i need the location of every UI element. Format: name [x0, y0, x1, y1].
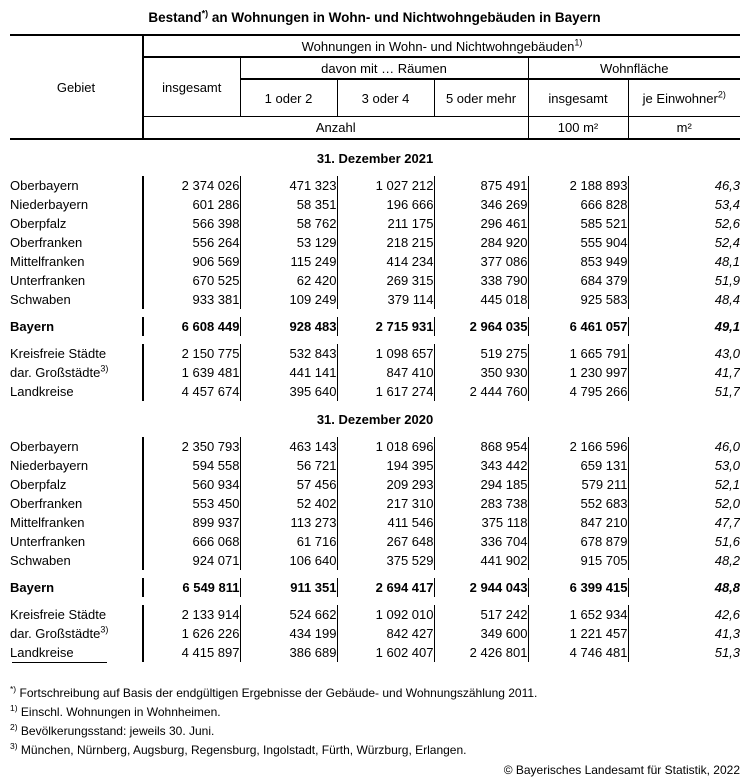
row-label: Oberfranken	[10, 494, 143, 513]
col-header-main-span	[143, 35, 740, 57]
cell-raeume-3-4: 1 027 212	[337, 176, 434, 195]
cell-wohnflaeche-je-einwohner: 48,1	[714, 254, 741, 269]
cell-wohnflaeche-je-einwohner: 51,3	[714, 645, 741, 660]
unit-100m2: 100 m²	[528, 117, 628, 140]
cell-wohnflaeche-insgesamt: 4 746 481	[528, 643, 628, 662]
cell-raeume-1-2: 524 662	[240, 605, 337, 624]
row-label: Unterfranken	[10, 271, 143, 290]
footnote-text: München, Nürnberg, Augsburg, Regensburg, Ingolstadt, Fürth, Würzburg, Erlangen.	[20, 743, 467, 757]
footnote-mark: *)	[201, 8, 209, 19]
cell-raeume-5plus: 375 118	[434, 513, 528, 532]
cell-raeume-1-2: 61 716	[240, 532, 337, 551]
section-heading-row	[10, 139, 740, 176]
col-header-rooms-1-2: 1 oder 2	[240, 79, 337, 117]
cell-wohnflaeche-insgesamt: 915 705	[528, 551, 628, 570]
cell-raeume-3-4: 269 315	[337, 271, 434, 290]
cell-wohnflaeche-je-einwohner: 46,3	[714, 178, 741, 193]
cell-raeume-5plus: 343 442	[434, 456, 528, 475]
row-label: dar. Großstädte$^{3)}$	[10, 363, 143, 382]
cell-insgesamt: 666 068	[143, 532, 240, 551]
footnote-mark: 2)	[717, 89, 726, 100]
table-row	[10, 176, 740, 195]
section-heading: 31. Dezember 2020	[316, 411, 434, 427]
footnote-line	[10, 684, 749, 703]
cell-insgesamt: 553 450	[143, 494, 240, 513]
cell-raeume-1-2: 106 640	[240, 551, 337, 570]
copyright-notice: © Bayerisches Landesamt für Statistik, 2022	[503, 763, 740, 777]
cell-raeume-3-4: 411 546	[337, 513, 434, 532]
table-row	[10, 290, 740, 309]
row-label: Landkreise	[10, 643, 143, 662]
unit-anzahl: Anzahl	[143, 117, 528, 140]
header-row-main	[10, 35, 740, 57]
cell-wohnflaeche-insgesamt: 1 230 997	[528, 363, 628, 382]
cell-raeume-3-4: 1 617 274	[337, 382, 434, 401]
cell-insgesamt: 560 934	[143, 475, 240, 494]
table-row	[10, 475, 740, 494]
cell-insgesamt: 556 264	[143, 233, 240, 252]
col-header-insgesamt: insgesamt	[143, 57, 240, 117]
cell-wohnflaeche-insgesamt: 555 904	[528, 233, 628, 252]
gap-row	[10, 597, 740, 605]
cell-raeume-5plus: 349 600	[434, 624, 528, 643]
cell-wohnflaeche-insgesamt: 2 188 893	[528, 176, 628, 195]
cell-insgesamt: 4 457 674	[143, 382, 240, 401]
row-label: Oberbayern	[10, 176, 143, 195]
footnote-line	[10, 722, 749, 741]
cell-raeume-1-2: 115 249	[240, 252, 337, 271]
cell-raeume-3-4: 847 410	[337, 363, 434, 382]
footnote-text: Fortschreibung auf Basis der endgültigen Ergebnisse der Gebäude- und Wohnungszählung 2011.	[19, 686, 538, 700]
cell-raeume-1-2: 441 141	[240, 363, 337, 382]
cell-raeume-5plus: 2 444 760	[434, 382, 528, 401]
cell-raeume-5plus: 2 964 035	[434, 317, 528, 336]
cell-raeume-5plus: 519 275	[434, 344, 528, 363]
cell-wohnflaeche-insgesamt: 1 221 457	[528, 624, 628, 643]
table-row	[10, 214, 740, 233]
cell-raeume-1-2: 58 762	[240, 214, 337, 233]
cell-raeume-5plus: 350 930	[434, 363, 528, 382]
row-label: dar. Großstädte$^{3)}$	[10, 624, 143, 643]
row-label: Oberpfalz	[10, 475, 143, 494]
table-row	[10, 578, 740, 597]
cell-wohnflaeche-insgesamt: 6 399 415	[528, 578, 628, 597]
cell-raeume-5plus: 294 185	[434, 475, 528, 494]
row-label: Oberpfalz	[10, 214, 143, 233]
cell-insgesamt: 906 569	[143, 252, 240, 271]
cell-raeume-5plus: 868 954	[434, 437, 528, 456]
cell-wohnflaeche-insgesamt: 678 879	[528, 532, 628, 551]
table-end-cell	[10, 662, 740, 672]
cell-raeume-3-4: 1 092 010	[337, 605, 434, 624]
cell-raeume-3-4: 196 666	[337, 195, 434, 214]
cell-wohnflaeche-insgesamt: 853 949	[528, 252, 628, 271]
cell-wohnflaeche-insgesamt: 1 665 791	[528, 344, 628, 363]
footnote-mark: 3)	[10, 741, 18, 751]
cell-raeume-1-2: 62 420	[240, 271, 337, 290]
table-row	[10, 605, 740, 624]
col-header-rooms-5plus: 5 oder mehr	[434, 79, 528, 117]
cell-raeume-3-4: 209 293	[337, 475, 434, 494]
cell-wohnflaeche-je-einwohner: 53,4	[714, 197, 741, 212]
cell-raeume-1-2: 56 721	[240, 456, 337, 475]
row-label: Oberfranken	[10, 233, 143, 252]
footnote-mark: *)	[10, 684, 17, 694]
cell-insgesamt: 4 415 897	[143, 643, 240, 662]
cell-raeume-3-4: 842 427	[337, 624, 434, 643]
cell-wohnflaeche-insgesamt: 1 652 934	[528, 605, 628, 624]
gap-cell	[10, 570, 740, 578]
table-row	[10, 643, 740, 662]
cell-insgesamt: 1 626 226	[143, 624, 240, 643]
cell-wohnflaeche-insgesamt: 847 210	[528, 513, 628, 532]
cell-raeume-1-2: 113 273	[240, 513, 337, 532]
cell-wohnflaeche-je-einwohner: 46,0	[714, 439, 741, 454]
cell-raeume-1-2: 911 351	[240, 578, 337, 597]
cell-raeume-1-2: 928 483	[240, 317, 337, 336]
cell-insgesamt: 1 639 481	[143, 363, 240, 382]
cell-wohnflaeche-je-einwohner: 51,7	[714, 384, 741, 399]
row-label: Niederbayern	[10, 456, 143, 475]
cell-wohnflaeche-je-einwohner: 48,4	[714, 292, 741, 307]
footnote-text: Bevölkerungsstand: jeweils 30. Juni.	[20, 724, 215, 738]
col-header-gebiet: Gebiet	[10, 35, 143, 139]
table-row	[10, 624, 740, 643]
cell-insgesamt: 601 286	[143, 195, 240, 214]
table-row	[10, 252, 740, 271]
row-label: Schwaben	[10, 551, 143, 570]
cell-raeume-3-4: 217 310	[337, 494, 434, 513]
housing-stock-table	[10, 34, 740, 672]
table-row	[10, 456, 740, 475]
table-row	[10, 317, 740, 336]
row-label: Kreisfreie Städte	[10, 605, 143, 624]
gap-cell	[10, 309, 740, 317]
row-label: Oberbayern	[10, 437, 143, 456]
footnote-line	[10, 703, 749, 722]
cell-insgesamt: 566 398	[143, 214, 240, 233]
table-end-marker	[12, 662, 107, 663]
table-row	[10, 382, 740, 401]
cell-raeume-5plus: 284 920	[434, 233, 528, 252]
cell-insgesamt: 594 558	[143, 456, 240, 475]
cell-raeume-5plus: 875 491	[434, 176, 528, 195]
row-label: Bayern	[10, 317, 143, 336]
row-label: Niederbayern	[10, 195, 143, 214]
cell-wohnflaeche-insgesamt: 666 828	[528, 195, 628, 214]
section-heading: 31. Dezember 2021	[316, 150, 434, 166]
col-header-je-einwohner-text: je Einwohner	[642, 90, 718, 106]
table-end-row	[10, 662, 740, 672]
cell-raeume-1-2: 58 351	[240, 195, 337, 214]
cell-raeume-5plus: 377 086	[434, 252, 528, 271]
cell-insgesamt: 2 150 775	[143, 344, 240, 363]
table-row	[10, 344, 740, 363]
cell-wohnflaeche-je-einwohner: 51,9	[714, 273, 741, 288]
cell-wohnflaeche-je-einwohner: 48,2	[714, 553, 741, 568]
table-row	[10, 233, 740, 252]
table-row	[10, 437, 740, 456]
col-header-wohnflaeche-span: Wohnfläche	[528, 57, 740, 79]
cell-insgesamt: 924 071	[143, 551, 240, 570]
cell-raeume-1-2: 386 689	[240, 643, 337, 662]
footnote-mark: 2)	[10, 722, 18, 732]
cell-raeume-1-2: 52 402	[240, 494, 337, 513]
cell-raeume-1-2: 471 323	[240, 176, 337, 195]
cell-wohnflaeche-je-einwohner: 51,6	[714, 534, 741, 549]
cell-wohnflaeche-je-einwohner: 52,4	[714, 235, 741, 250]
cell-raeume-5plus: 336 704	[434, 532, 528, 551]
cell-insgesamt: 670 525	[143, 271, 240, 290]
row-label: Mittelfranken	[10, 513, 143, 532]
cell-raeume-5plus: 296 461	[434, 214, 528, 233]
cell-raeume-3-4: 1 098 657	[337, 344, 434, 363]
page-title-text: an Wohnungen in Wohn- und Nichtwohngebäuden in Bayern	[208, 10, 601, 25]
unit-m2: m²	[628, 117, 740, 140]
cell-raeume-1-2: 532 843	[240, 344, 337, 363]
cell-wohnflaeche-je-einwohner: 52,0	[714, 496, 741, 511]
footnote-mark: 3)	[100, 363, 109, 374]
table-row	[10, 513, 740, 532]
cell-raeume-3-4: 194 395	[337, 456, 434, 475]
cell-wohnflaeche-je-einwohner: 48,8	[714, 580, 741, 595]
cell-insgesamt: 2 350 793	[143, 437, 240, 456]
table-row	[10, 532, 740, 551]
row-label: Unterfranken	[10, 532, 143, 551]
cell-insgesamt: 6 608 449	[143, 317, 240, 336]
row-label: Bayern	[10, 578, 143, 597]
row-label: Landkreise	[10, 382, 143, 401]
gap-row	[10, 570, 740, 578]
cell-wohnflaeche-je-einwohner: 52,6	[714, 216, 741, 231]
footnote-line	[10, 741, 749, 760]
cell-raeume-1-2: 53 129	[240, 233, 337, 252]
cell-wohnflaeche-insgesamt: 4 795 266	[528, 382, 628, 401]
cell-raeume-3-4: 2 715 931	[337, 317, 434, 336]
cell-insgesamt: 6 549 811	[143, 578, 240, 597]
cell-raeume-5plus: 441 902	[434, 551, 528, 570]
cell-raeume-3-4: 267 648	[337, 532, 434, 551]
col-header-wohnflaeche-insgesamt: insgesamt	[528, 79, 628, 117]
table-body	[10, 139, 740, 672]
table-header	[10, 35, 740, 139]
cell-wohnflaeche-insgesamt: 552 683	[528, 494, 628, 513]
footnote-text: Einschl. Wohnungen in Wohnheimen.	[20, 705, 221, 719]
cell-insgesamt: 933 381	[143, 290, 240, 309]
cell-raeume-3-4: 1 602 407	[337, 643, 434, 662]
cell-raeume-5plus: 346 269	[434, 195, 528, 214]
table-row	[10, 494, 740, 513]
cell-wohnflaeche-je-einwohner: 42,6	[714, 607, 741, 622]
cell-wohnflaeche-je-einwohner: 43,0	[714, 346, 741, 361]
table-row	[10, 363, 740, 382]
cell-wohnflaeche-je-einwohner: 41,3	[714, 626, 741, 641]
cell-raeume-3-4: 2 694 417	[337, 578, 434, 597]
cell-raeume-1-2: 109 249	[240, 290, 337, 309]
cell-wohnflaeche-je-einwohner: 53,0	[714, 458, 741, 473]
cell-raeume-5plus: 2 944 043	[434, 578, 528, 597]
gap-cell	[10, 597, 740, 605]
page-title-text: Bestand	[148, 10, 202, 25]
cell-insgesamt: 899 937	[143, 513, 240, 532]
cell-insgesamt: 2 133 914	[143, 605, 240, 624]
gap-cell	[10, 336, 740, 344]
cell-wohnflaeche-je-einwohner: 47,7	[714, 515, 741, 530]
footnote-mark: 1)	[574, 37, 583, 48]
row-label: Mittelfranken	[10, 252, 143, 271]
col-header-rooms-3-4: 3 oder 4	[337, 79, 434, 117]
col-header-main-text: Wohnungen in Wohn- und Nichtwohngebäuden	[301, 38, 575, 54]
table-row	[10, 551, 740, 570]
cell-raeume-1-2: 463 143	[240, 437, 337, 456]
gap-row	[10, 309, 740, 317]
cell-raeume-1-2: 57 456	[240, 475, 337, 494]
cell-wohnflaeche-insgesamt: 579 211	[528, 475, 628, 494]
cell-raeume-5plus: 2 426 801	[434, 643, 528, 662]
cell-raeume-5plus: 338 790	[434, 271, 528, 290]
cell-raeume-3-4: 414 234	[337, 252, 434, 271]
table-row	[10, 271, 740, 290]
cell-raeume-3-4: 1 018 696	[337, 437, 434, 456]
cell-raeume-1-2: 434 199	[240, 624, 337, 643]
cell-raeume-3-4: 218 215	[337, 233, 434, 252]
cell-wohnflaeche-je-einwohner: 41,7	[714, 365, 741, 380]
cell-wohnflaeche-insgesamt: 684 379	[528, 271, 628, 290]
page-title	[0, 10, 749, 25]
cell-wohnflaeche-insgesamt: 659 131	[528, 456, 628, 475]
cell-raeume-5plus: 445 018	[434, 290, 528, 309]
cell-raeume-1-2: 395 640	[240, 382, 337, 401]
cell-raeume-5plus: 517 242	[434, 605, 528, 624]
cell-wohnflaeche-je-einwohner: 49,1	[714, 319, 741, 334]
cell-raeume-3-4: 375 529	[337, 551, 434, 570]
cell-raeume-5plus: 283 738	[434, 494, 528, 513]
cell-raeume-3-4: 211 175	[337, 214, 434, 233]
footnote-mark: 3)	[100, 624, 109, 635]
row-label: Kreisfreie Städte	[10, 344, 143, 363]
footnotes	[10, 684, 749, 760]
row-label: Schwaben	[10, 290, 143, 309]
col-header-je-einwohner	[628, 79, 740, 117]
cell-wohnflaeche-insgesamt: 6 461 057	[528, 317, 628, 336]
cell-insgesamt: 2 374 026	[143, 176, 240, 195]
section-heading-row	[10, 401, 740, 437]
table-row	[10, 195, 740, 214]
cell-wohnflaeche-insgesamt: 585 521	[528, 214, 628, 233]
gap-row	[10, 336, 740, 344]
col-header-rooms-span: davon mit … Räumen	[240, 57, 528, 79]
cell-wohnflaeche-insgesamt: 925 583	[528, 290, 628, 309]
footnote-mark: 1)	[10, 703, 18, 713]
cell-wohnflaeche-insgesamt: 2 166 596	[528, 437, 628, 456]
cell-wohnflaeche-je-einwohner: 52,1	[714, 477, 741, 492]
cell-raeume-3-4: 379 114	[337, 290, 434, 309]
